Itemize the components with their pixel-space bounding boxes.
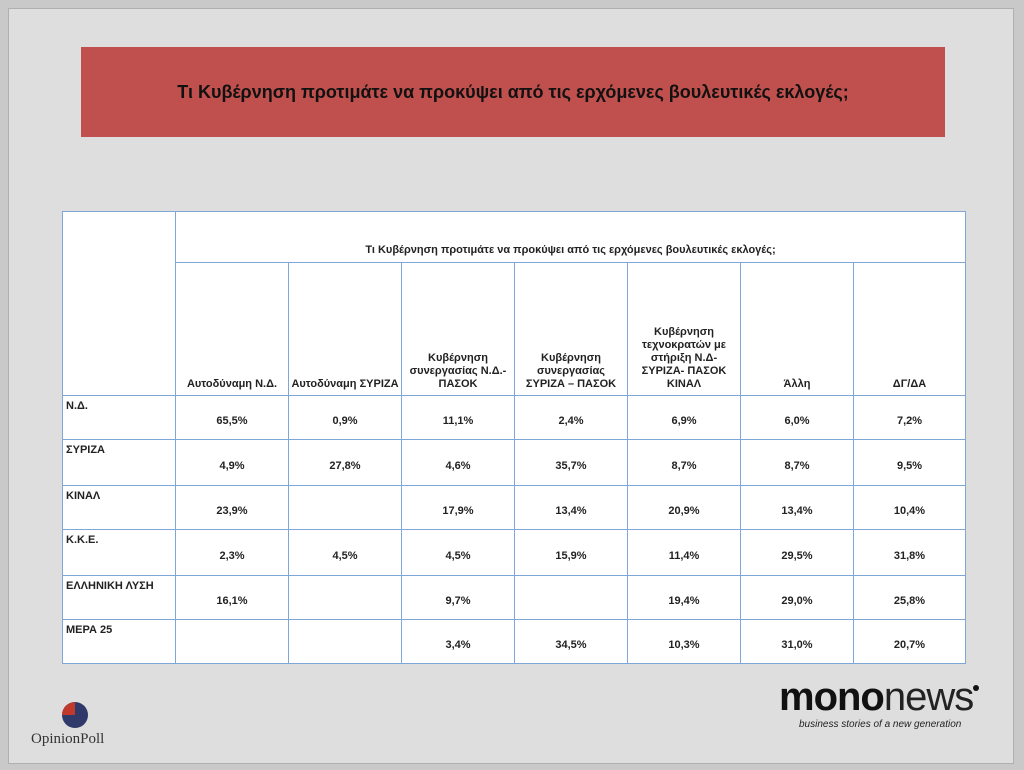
- table-cell: 34,5%: [515, 620, 628, 664]
- table-cell: 16,1%: [176, 576, 289, 620]
- table-cell: 6,9%: [628, 396, 741, 440]
- table-cell: 29,0%: [741, 576, 854, 620]
- column-header: ΔΓ/ΔΑ: [854, 263, 966, 396]
- table-cell: 9,7%: [402, 576, 515, 620]
- results-table-wrapper: [62, 211, 966, 664]
- mononews-bold: mono: [779, 675, 884, 719]
- table-cell: 4,5%: [402, 530, 515, 576]
- table-cell: 4,9%: [176, 440, 289, 486]
- row-label: ΜΕΡΑ 25: [63, 620, 176, 664]
- row-label: ΚΙΝΑΛ: [63, 486, 176, 530]
- row-label: ΕΛΛΗΝΙΚΗ ΛΥΣΗ: [63, 576, 176, 620]
- table-cell: 11,4%: [628, 530, 741, 576]
- table-cell: [515, 576, 628, 620]
- mononews-dot-icon: [973, 685, 979, 691]
- table-cell: 0,9%: [289, 396, 402, 440]
- table-cell: 8,7%: [628, 440, 741, 486]
- table-row: [63, 576, 966, 620]
- table-cell: [176, 620, 289, 664]
- page-title: Τι Κυβέρνηση προτιμάτε να προκύψει από τις ερχόμενες βουλευτικές εκλογές;: [177, 81, 849, 102]
- table-cell: 19,4%: [628, 576, 741, 620]
- table-cell: 29,5%: [741, 530, 854, 576]
- column-header: Άλλη: [741, 263, 854, 396]
- table-cell: [289, 620, 402, 664]
- title-banner: [81, 47, 945, 137]
- table-cell: 6,0%: [741, 396, 854, 440]
- table-cell: 20,9%: [628, 486, 741, 530]
- mononews-tagline: business stories of a new generation: [799, 719, 962, 730]
- table-cell: 25,8%: [854, 576, 966, 620]
- table-cell: 17,9%: [402, 486, 515, 530]
- table-cell: 11,1%: [402, 396, 515, 440]
- table-cell: 15,9%: [515, 530, 628, 576]
- table-cell: 13,4%: [741, 486, 854, 530]
- column-header: Αυτοδύναμη ΣΥΡΙΖΑ: [289, 263, 402, 396]
- table-cell: [289, 576, 402, 620]
- mononews-wordmark: [779, 677, 989, 717]
- table-cell: [289, 486, 402, 530]
- table-cell: 10,4%: [854, 486, 966, 530]
- table-cell: 8,7%: [741, 440, 854, 486]
- mononews-logo: [779, 677, 989, 730]
- table-cell: 31,0%: [741, 620, 854, 664]
- table-row: [63, 486, 966, 530]
- mononews-light: news: [883, 675, 974, 719]
- opinion-poll-icon: [61, 701, 89, 729]
- slide: [8, 8, 1014, 764]
- table-cell: 23,9%: [176, 486, 289, 530]
- table-cell: 9,5%: [854, 440, 966, 486]
- table-cell: 3,4%: [402, 620, 515, 664]
- table-cell: 13,4%: [515, 486, 628, 530]
- table-cell: 7,2%: [854, 396, 966, 440]
- table-cell: 4,6%: [402, 440, 515, 486]
- corner-cell: [63, 212, 176, 396]
- table-cell: 2,3%: [176, 530, 289, 576]
- table-cell: 31,8%: [854, 530, 966, 576]
- table-row: [63, 620, 966, 664]
- row-label: Κ.Κ.Ε.: [63, 530, 176, 576]
- table-cell: 35,7%: [515, 440, 628, 486]
- results-table: [62, 211, 966, 664]
- column-header: Κυβέρνηση συνεργασίας Ν.Δ.- ΠΑΣΟΚ: [402, 263, 515, 396]
- table-cell: 20,7%: [854, 620, 966, 664]
- column-header: Αυτοδύναμη Ν.Δ.: [176, 263, 289, 396]
- table-span-header: Τι Κυβέρνηση προτιμάτε να προκύψει από τις ερχόμενες βουλευτικές εκλογές;: [176, 212, 966, 263]
- column-header: Κυβέρνηση τεχνοκρατών με στήριξη Ν.Δ- ΣΥΡΙΖΑ- ΠΑΣΟΚ ΚΙΝΑΛ: [628, 263, 741, 396]
- table-cell: 27,8%: [289, 440, 402, 486]
- row-label: ΣΥΡΙΖΑ: [63, 440, 176, 486]
- table-cell: 2,4%: [515, 396, 628, 440]
- opinion-poll-text: OpinionPoll: [31, 731, 105, 747]
- table-row: [63, 530, 966, 576]
- table-cell: 4,5%: [289, 530, 402, 576]
- table-row: [63, 396, 966, 440]
- row-label: Ν.Δ.: [63, 396, 176, 440]
- table-row: [63, 440, 966, 486]
- table-cell: 10,3%: [628, 620, 741, 664]
- table-cell: 65,5%: [176, 396, 289, 440]
- column-header: Κυβέρνηση συνεργασίας ΣΥΡΙΖΑ – ΠΑΣΟΚ: [515, 263, 628, 396]
- table-body: [63, 396, 966, 664]
